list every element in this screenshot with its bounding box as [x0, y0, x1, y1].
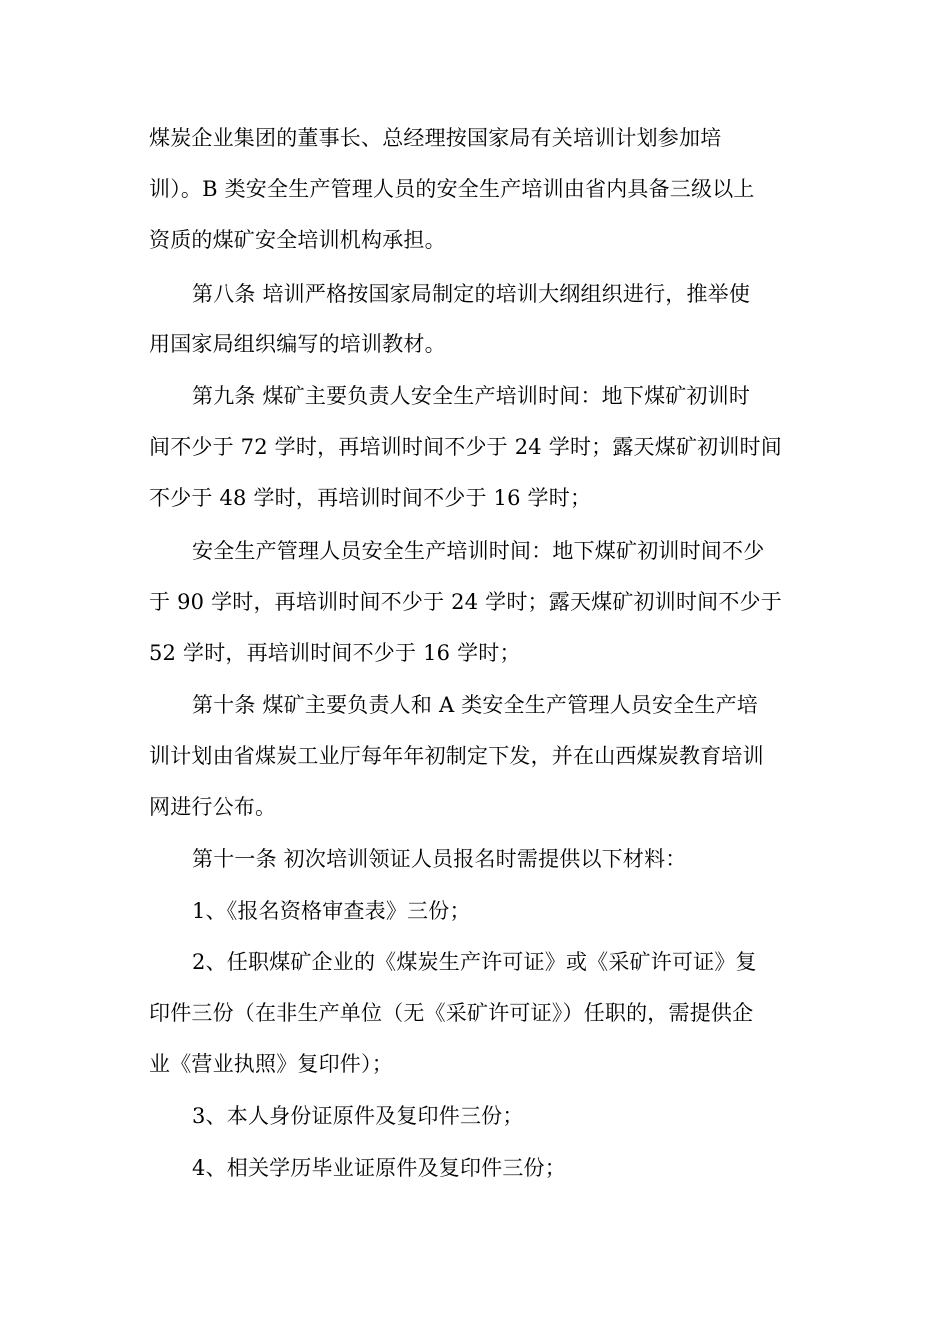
article-10-line: 第十条 煤矿主要负责人和 A 类安全生产管理人员安全生产培 [192, 693, 758, 717]
text-line: 训计划由省煤炭工业厅每年年初制定下发，并在山西煤炭教育培训 [149, 744, 764, 768]
text-line: 资质的煤矿安全培训机构承担。 [149, 228, 446, 252]
text-line: 不少于 48 学时，再培训时间不少于 16 学时； [149, 486, 592, 510]
text-line: 52 学时，再培训时间不少于 16 学时； [149, 641, 521, 665]
text-line: 间不少于 72 学时，再培训时间不少于 24 学时；露天煤矿初训时间 [149, 435, 782, 459]
text-line: 印件三份（在非生产单位（无《采矿许可证》）任职的，需提供企 [149, 1001, 754, 1025]
article-8-line: 第八条 培训严格按国家局制定的培训大纲组织进行，推举使 [192, 282, 751, 306]
text-line: 业《营业执照》复印件）； [149, 1052, 393, 1076]
article-11-line: 第十一条 初次培训领证人员报名时需提供以下材料： [192, 847, 687, 871]
list-item: 3、本人身份证原件及复印件三份； [192, 1104, 524, 1128]
paragraph-line: 安全生产管理人员安全生产培训时间：地下煤矿初训时间不少 [192, 539, 765, 563]
article-9-line: 第九条 煤矿主要负责人安全生产培训时间：地下煤矿初训时 [192, 384, 751, 408]
text-line: 煤炭企业集团的董事长、总经理按国家局有关培训计划参加培 [149, 126, 722, 150]
text-line: 于 90 学时，再培训时间不少于 24 学时；露天煤矿初训时间不少于 [149, 590, 782, 614]
list-item: 2、任职煤矿企业的《煤炭生产许可证》或《采矿许可证》复 [192, 950, 757, 974]
text-line: 训）。B 类安全生产管理人员的安全生产培训由省内具备三级以上 [149, 177, 755, 201]
list-item: 4、相关学历毕业证原件及复印件三份； [192, 1156, 566, 1180]
list-item: 1、《报名资格审查表》三份； [192, 899, 471, 923]
text-line: 网进行公布。 [149, 795, 277, 819]
text-line: 用国家局组织编写的培训教材。 [149, 332, 446, 356]
